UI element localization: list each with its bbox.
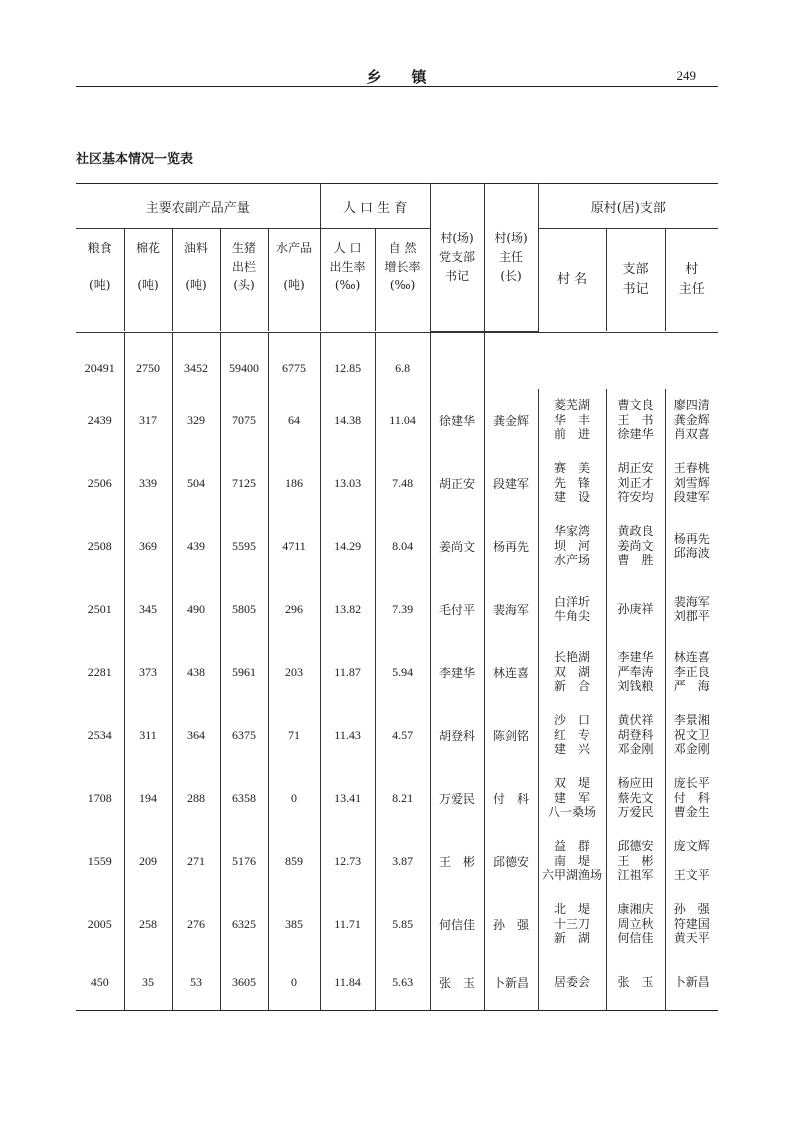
cell-line: 王文平 (673, 868, 710, 883)
cell-line: 南 堤 (554, 853, 591, 868)
cell-line: 新 湖 (554, 931, 591, 946)
cell-village-heads (665, 893, 718, 956)
cell-hogs: 5961 (220, 641, 268, 704)
page-number: 249 (676, 68, 696, 83)
table-row (76, 332, 718, 389)
cell-village-heads (665, 641, 718, 704)
cell-branch-secretaries (606, 704, 665, 767)
cell-growth-rate: 11.04 (375, 389, 430, 452)
cell-line: 六甲湖渔场 (542, 868, 603, 883)
table-row (76, 452, 718, 515)
cell-grain: 2508 (87, 538, 112, 553)
cell-village-heads (665, 578, 718, 641)
cell-aquatic: 4711 (268, 515, 320, 578)
growth-rate-header: 自 然 增长率 (‰) (375, 229, 430, 332)
group-population-header: 人 口 生 育 (320, 184, 430, 229)
cell-director: 付 科 (484, 767, 538, 830)
cell-oil: 329 (172, 389, 220, 452)
cell-cotton: 258 (124, 893, 172, 956)
cell-birth-rate: 12.85 (320, 332, 375, 389)
cell-line: 符安均 (617, 490, 654, 505)
cell-director: 邱德安 (484, 830, 538, 893)
cell-secretary: 王 彬 (430, 830, 484, 893)
cell-secretary: 张 玉 (430, 956, 484, 1011)
cell-line: 长艳湖 (554, 650, 591, 665)
cell-secretary (430, 332, 484, 389)
cell-secretary: 徐建华 (430, 389, 484, 452)
cell-line: 杨应田 (617, 776, 654, 791)
cell-line: 肖双喜 (673, 427, 710, 442)
cell-villages (538, 956, 606, 1011)
cell-cotton: 317 (124, 389, 172, 452)
cell-village-heads (665, 452, 718, 515)
cell-hogs: 5595 (220, 515, 268, 578)
cell-line: 孙 强 (673, 902, 710, 917)
cell-line: 曹 胜 (617, 553, 654, 568)
cell-line: 曹文良 (617, 398, 654, 413)
cell-secretary: 毛付平 (430, 578, 484, 641)
cell-grain: 2534 (87, 727, 112, 742)
cell-branch-secretaries (606, 578, 665, 641)
cell-line: 康湘庆 (617, 902, 654, 917)
cell-village-heads (665, 956, 718, 1011)
cell-line: 姜尚文 (617, 538, 654, 553)
cell-growth-rate: 5.85 (375, 893, 430, 956)
secretary-header: 村(场) 党支部 书记 (430, 184, 484, 332)
cell-birth-rate: 14.38 (320, 389, 375, 452)
cell-aquatic: 859 (268, 830, 320, 893)
cell-line: 邱德安 (617, 839, 654, 854)
village-name-header: 村 名 (538, 229, 606, 332)
cell-line: 龚金辉 (673, 412, 710, 427)
cell-line: 庞长平 (673, 776, 710, 791)
cell-line: 林连喜 (673, 650, 710, 665)
cell-line: 建 兴 (554, 742, 591, 757)
cell-aquatic: 385 (268, 893, 320, 956)
table-row (76, 389, 718, 452)
cell-line: 刘郡平 (673, 609, 710, 623)
cell-growth-rate: 7.39 (375, 578, 430, 641)
cell-line: 周立秋 (617, 916, 654, 931)
table-row (76, 641, 718, 704)
oil-header: 油料 (吨) (172, 229, 220, 332)
cell-line: 卜新昌 (673, 975, 710, 990)
cell-line: 胡登科 (617, 727, 654, 742)
cell-oil: 276 (172, 893, 220, 956)
birth-rate-header: 人 口 出生率 (‰) (320, 229, 375, 332)
cell-branch-secretaries (606, 641, 665, 704)
cell-line: 益 群 (554, 839, 591, 854)
cell-line: 孙庚祥 (617, 601, 654, 616)
cell-growth-rate: 7.48 (375, 452, 430, 515)
cell-cotton: 311 (124, 704, 172, 767)
cell-director: 林连喜 (484, 641, 538, 704)
table-row (76, 515, 718, 578)
cell-director: 裴海军 (484, 578, 538, 641)
cell-branch-secretaries (606, 830, 665, 893)
cell-village-heads (665, 767, 718, 830)
cell-villages (538, 830, 606, 893)
cell-oil: 364 (172, 704, 220, 767)
table-body (76, 332, 718, 1010)
cell-branch-secretaries (606, 893, 665, 956)
cell-village-heads (665, 389, 718, 452)
cell-line: 刘正才 (617, 475, 654, 490)
cell-cotton: 345 (124, 578, 172, 641)
cell-oil: 504 (172, 452, 220, 515)
cell-line: 刘钱粮 (617, 679, 654, 694)
cell-director: 杨再先 (484, 515, 538, 578)
cell-grain: 1559 (87, 853, 112, 868)
cell-branch-secretaries (606, 389, 665, 452)
cell-secretary: 胡正安 (430, 452, 484, 515)
cell-cotton: 35 (124, 956, 172, 1011)
cell-villages (538, 893, 606, 956)
cell-line: 北 堤 (554, 902, 591, 917)
cell-line: 付 科 (673, 790, 710, 805)
cell-secretary: 李建华 (430, 641, 484, 704)
cell-grain: 20491 (84, 361, 115, 375)
cell-line: 赛 美 (554, 461, 591, 476)
cell-cotton: 2750 (124, 332, 172, 389)
cell-grain: 450 (90, 975, 109, 989)
cell-villages (538, 641, 606, 704)
cell-branch-secretaries (606, 767, 665, 830)
cell-director: 陈剑铭 (484, 704, 538, 767)
cell-line: 何信佳 (617, 931, 654, 946)
cell-aquatic: 64 (268, 389, 320, 452)
cell-hogs: 6325 (220, 893, 268, 956)
cell-line: 严 海 (673, 679, 710, 694)
cell-hogs: 6358 (220, 767, 268, 830)
cell-line: 菱芜湖 (554, 398, 591, 413)
group-branch-header: 原村(居)支部 (538, 184, 718, 229)
table-row (76, 578, 718, 641)
cell-director: 段建军 (484, 452, 538, 515)
cell-aquatic: 0 (268, 767, 320, 830)
cell-cotton: 339 (124, 452, 172, 515)
cell-hogs: 7075 (220, 389, 268, 452)
cell-growth-rate: 5.63 (375, 956, 430, 1011)
cell-villages (538, 515, 606, 578)
cell-line: 祝文卫 (673, 727, 710, 742)
cell-aquatic: 296 (268, 578, 320, 641)
table-row (76, 830, 718, 893)
cell-line: 符建国 (673, 916, 710, 931)
cell-birth-rate: 12.73 (320, 830, 375, 893)
cell-line: 华家湾 (554, 524, 591, 539)
aquatic-header: 水产品 (吨) (268, 229, 320, 332)
cell-line: 严奉涛 (617, 664, 654, 679)
director-header: 村(场) 主任 (长) (484, 184, 538, 332)
cell-villages (538, 389, 606, 452)
cell-village-heads (665, 704, 718, 767)
table-row (76, 704, 718, 767)
cell-grain: 2506 (87, 475, 112, 490)
cell-line: 王 书 (617, 412, 654, 427)
cell-line: 双 堤 (554, 776, 591, 791)
cell-oil: 271 (172, 830, 220, 893)
cell-director: 龚金辉 (484, 389, 538, 452)
cell-villages (538, 332, 606, 389)
cell-birth-rate: 11.71 (320, 893, 375, 956)
cell-grain: 2281 (87, 664, 112, 679)
cell-line: 水产场 (554, 553, 591, 568)
cell-director (484, 332, 538, 389)
cell-aquatic: 71 (268, 704, 320, 767)
cell-branch-secretaries (606, 452, 665, 515)
cell-aquatic: 6775 (268, 332, 320, 389)
cell-line: 邓金刚 (673, 742, 710, 757)
cell-line: 徐建华 (617, 427, 654, 442)
cell-birth-rate: 13.03 (320, 452, 375, 515)
cell-oil: 288 (172, 767, 220, 830)
cell-line: 黄政良 (617, 524, 654, 539)
cell-growth-rate: 5.94 (375, 641, 430, 704)
cell-line: 胡正安 (617, 461, 654, 476)
cell-line: 白洋圻 (554, 594, 591, 609)
cell-villages (538, 578, 606, 641)
cell-secretary: 姜尚文 (430, 515, 484, 578)
cell-line: 十三刀 (554, 916, 591, 931)
cell-line: 王 彬 (617, 853, 654, 868)
cell-line: 李景湘 (673, 713, 710, 728)
table-row (76, 893, 718, 956)
cell-line: 沙 口 (554, 713, 591, 728)
cell-line: 蔡先文 (617, 790, 654, 805)
cell-village-heads (665, 332, 718, 389)
cell-branch-secretaries (606, 956, 665, 1011)
cell-line: 李建华 (617, 650, 654, 665)
cell-aquatic: 203 (268, 641, 320, 704)
cell-line: 杨再先 (673, 531, 710, 546)
cell-secretary: 何信佳 (430, 893, 484, 956)
cell-birth-rate: 11.84 (320, 956, 375, 1011)
section-title: 乡 镇 (366, 68, 427, 86)
hogs-header: 生猪 出栏 (头) (220, 229, 268, 332)
table-row (76, 767, 718, 830)
cell-line: 庞文辉 (673, 839, 710, 854)
cell-line: 廖四清 (673, 398, 710, 413)
cell-growth-rate: 8.21 (375, 767, 430, 830)
header-rule (76, 86, 718, 87)
cell-hogs: 5805 (220, 578, 268, 641)
cell-birth-rate: 13.82 (320, 578, 375, 641)
cell-line: 刘雪辉 (673, 475, 710, 490)
cell-line: 双 湖 (554, 664, 591, 679)
cell-hogs: 3605 (220, 956, 268, 1011)
cell-growth-rate: 3.87 (375, 830, 430, 893)
cell-oil: 439 (172, 515, 220, 578)
cell-line: 江祖军 (617, 868, 654, 883)
cell-growth-rate: 4.57 (375, 704, 430, 767)
cell-growth-rate: 6.8 (375, 332, 430, 389)
community-table (76, 183, 718, 1011)
cell-hogs: 59400 (220, 332, 268, 389)
cell-cotton: 373 (124, 641, 172, 704)
branch-secretary-header: 支部 书记 (606, 229, 665, 332)
cell-line: 红 专 (554, 727, 591, 742)
cell-line: 段建军 (673, 490, 710, 505)
cell-aquatic: 186 (268, 452, 320, 515)
cell-line: 邱海波 (673, 546, 710, 560)
cell-line: 邓金刚 (617, 742, 654, 757)
cell-cotton: 369 (124, 515, 172, 578)
cell-village-heads (665, 515, 718, 578)
cell-director: 孙 强 (484, 893, 538, 956)
cell-line (666, 854, 719, 868)
group-agri-header: 主要农副产品产量 (76, 184, 320, 229)
cell-line: 黄天平 (673, 931, 710, 946)
cell-line: 王春桃 (673, 461, 710, 476)
cotton-header: 棉花 (吨) (124, 229, 172, 332)
cell-oil: 53 (172, 956, 220, 1011)
cell-villages (538, 704, 606, 767)
cell-oil: 3452 (172, 332, 220, 389)
cell-line: 建 军 (554, 790, 591, 805)
table-title: 社区基本情况一览表 (76, 152, 194, 167)
cell-line: 坝 河 (554, 538, 591, 553)
cell-hogs: 7125 (220, 452, 268, 515)
cell-village-heads (665, 830, 718, 893)
grain-header: 粮食 (吨) (87, 241, 112, 293)
cell-director: 卜新昌 (484, 956, 538, 1011)
cell-secretary: 胡登科 (430, 704, 484, 767)
cell-hogs: 5176 (220, 830, 268, 893)
cell-grain: 2005 (87, 916, 112, 931)
cell-line: 万爱民 (617, 805, 654, 820)
cell-line: 八一桑场 (548, 805, 597, 820)
cell-villages (538, 452, 606, 515)
cell-branch-secretaries (606, 332, 665, 389)
cell-grain: 2501 (87, 601, 112, 616)
cell-line: 先 锋 (554, 475, 591, 490)
cell-birth-rate: 11.87 (320, 641, 375, 704)
cell-grain: 2439 (87, 412, 112, 427)
cell-line: 牛角尖 (554, 609, 591, 623)
cell-line: 前 进 (554, 427, 591, 442)
cell-oil: 438 (172, 641, 220, 704)
cell-line: 居委会 (554, 975, 591, 990)
cell-villages (538, 767, 606, 830)
cell-cotton: 194 (124, 767, 172, 830)
cell-birth-rate: 14.29 (320, 515, 375, 578)
cell-line: 建 设 (554, 490, 591, 505)
cell-line: 新 合 (554, 679, 591, 694)
cell-line: 曹金生 (673, 805, 710, 820)
cell-line: 李正良 (673, 664, 710, 679)
cell-oil: 490 (172, 578, 220, 641)
cell-line: 黄伏祥 (617, 713, 654, 728)
cell-line: 华 丰 (554, 412, 591, 427)
cell-aquatic: 0 (268, 956, 320, 1011)
cell-growth-rate: 8.04 (375, 515, 430, 578)
village-head-header: 村 主任 (665, 229, 718, 332)
cell-birth-rate: 13.41 (320, 767, 375, 830)
cell-line: 张 玉 (617, 975, 654, 990)
table-row (76, 956, 718, 1011)
cell-birth-rate: 11.43 (320, 704, 375, 767)
cell-cotton: 209 (124, 830, 172, 893)
cell-line: 裴海军 (673, 594, 710, 609)
cell-secretary: 万爱民 (430, 767, 484, 830)
cell-grain: 1708 (87, 790, 112, 805)
cell-hogs: 6375 (220, 704, 268, 767)
cell-branch-secretaries (606, 515, 665, 578)
